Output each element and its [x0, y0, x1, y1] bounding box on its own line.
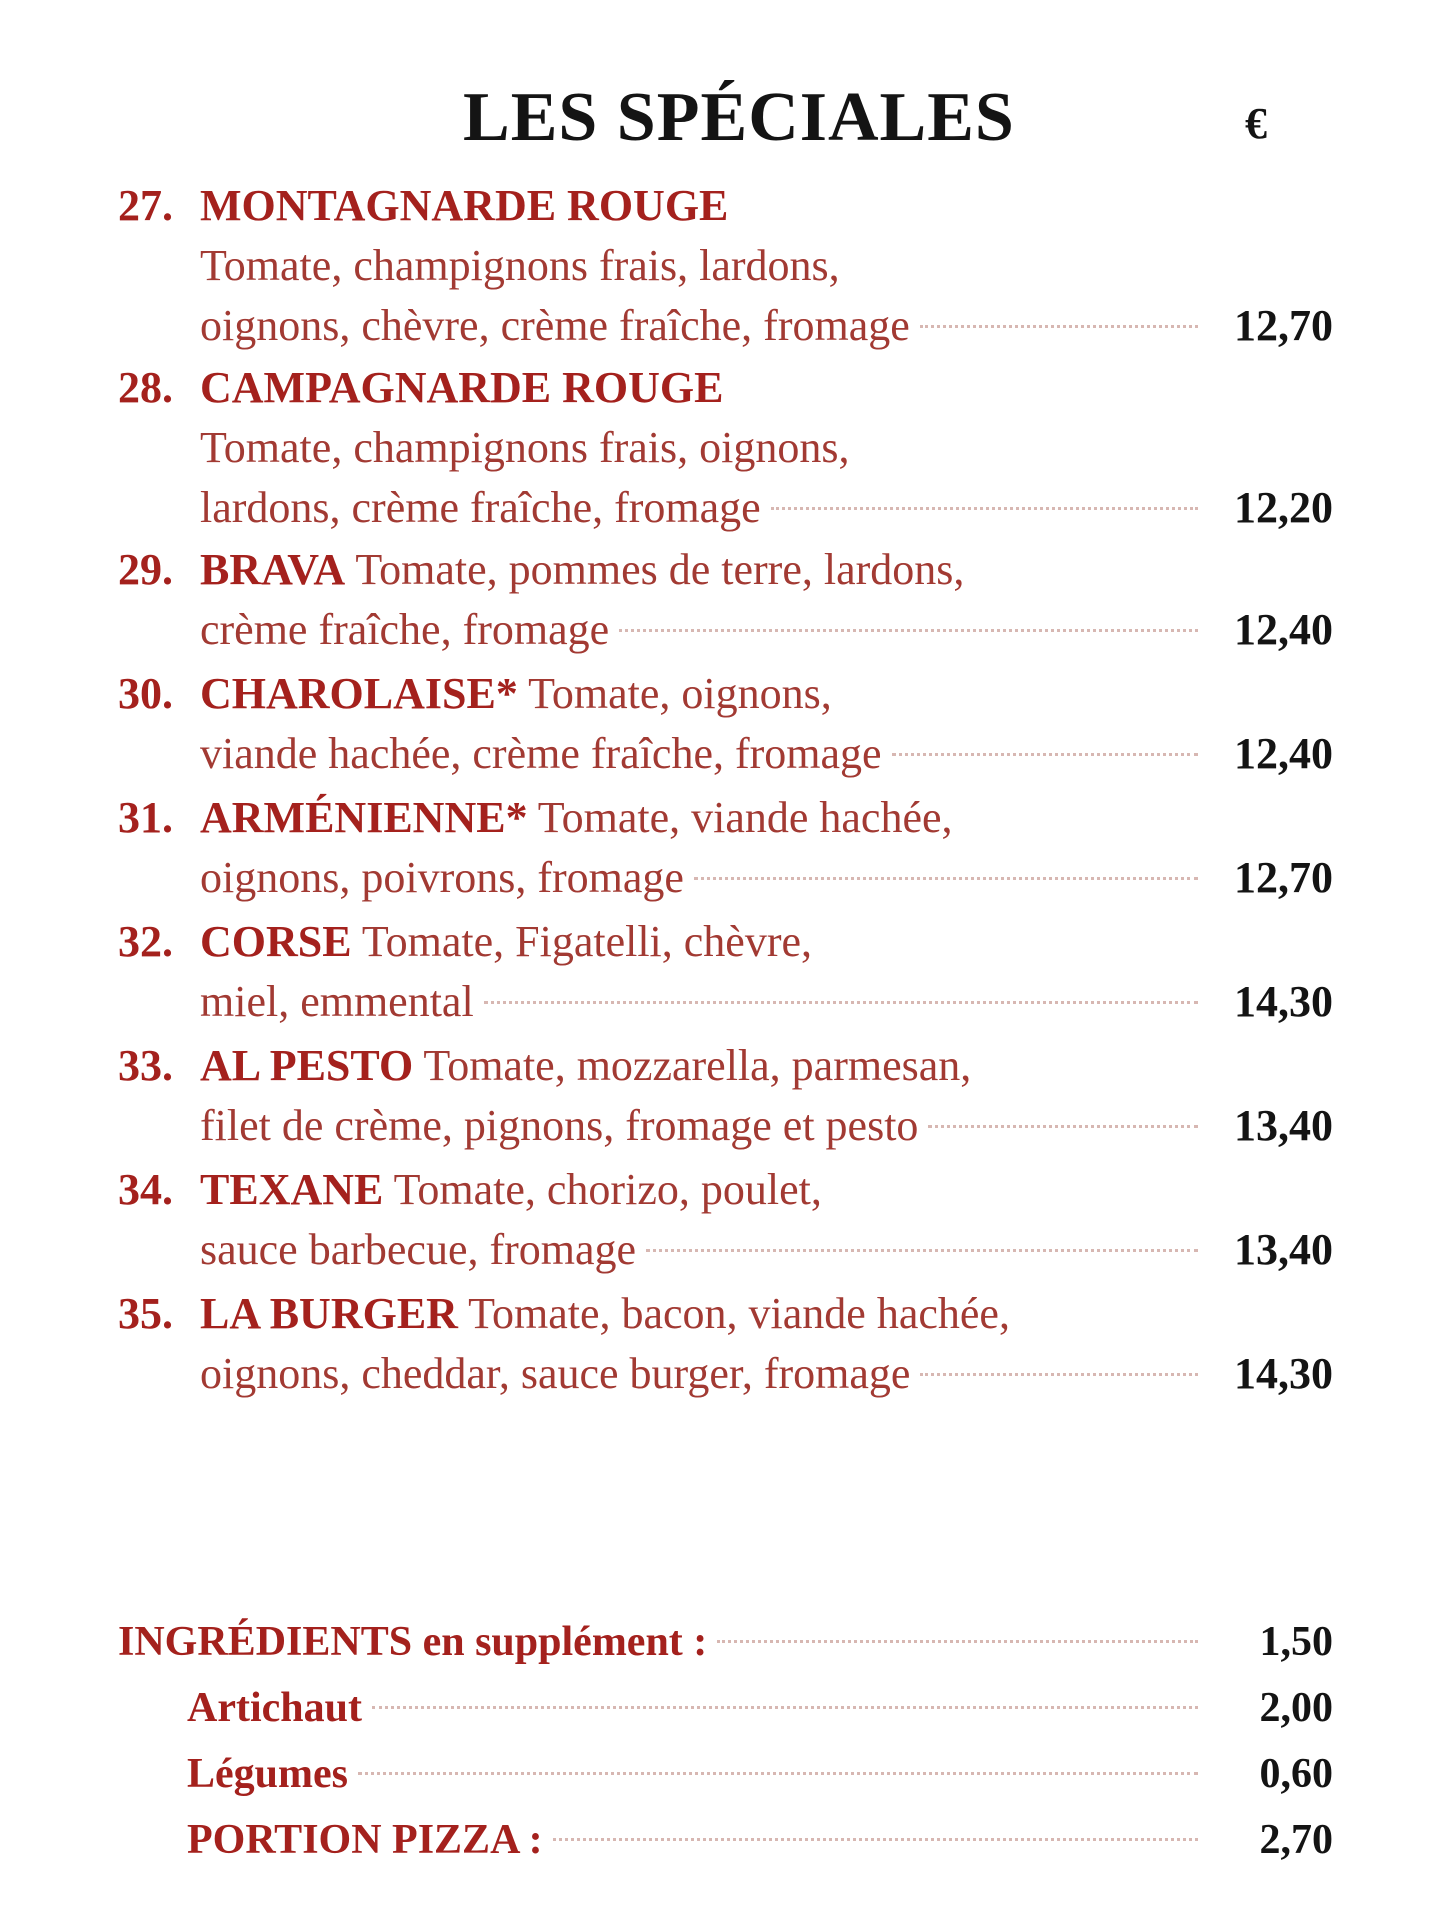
item-price-line: [118, 478, 1333, 538]
item-number: 29.: [118, 545, 173, 594]
menu-item: [118, 912, 1333, 1032]
item-title-line: [118, 664, 1333, 724]
item-price: 12,70: [1234, 853, 1333, 902]
dot-leader: [892, 753, 1198, 756]
menu-item: [118, 540, 1333, 660]
item-price-line: [118, 848, 1333, 908]
item-number: 34.: [118, 1165, 173, 1214]
dot-leader: [920, 1373, 1198, 1376]
item-description: Tomate, pommes de terre, lardons,: [355, 545, 965, 594]
item-name: CAMPAGNARDE ROUGE: [200, 363, 724, 412]
item-name: TEXANE: [200, 1165, 384, 1214]
item-description: lardons, crème fraîche, fromage: [200, 483, 761, 532]
item-description: viande hachée, crème fraîche, fromage: [200, 729, 882, 778]
supplement-row: [187, 1808, 1333, 1872]
item-description: Tomate, chorizo, poulet,: [393, 1165, 822, 1214]
item-title-line: [118, 358, 1333, 418]
supplement-price: 1,50: [1259, 1619, 1333, 1665]
item-price-line: [118, 1344, 1333, 1404]
item-description-line: [118, 418, 1333, 478]
item-price-line: [118, 724, 1333, 784]
menu-item: [118, 176, 1333, 356]
supplement-row: [118, 1610, 1333, 1674]
item-price: 12,40: [1234, 605, 1333, 654]
item-price-line: [118, 972, 1333, 1032]
item-number: 30.: [118, 669, 173, 718]
item-name: BRAVA: [200, 545, 346, 594]
supplement-label: PORTION PIZZA :: [187, 1817, 543, 1863]
menu-item: [118, 1284, 1333, 1404]
item-price: 13,40: [1234, 1101, 1333, 1150]
item-description: Tomate, bacon, viande hachée,: [468, 1289, 1010, 1338]
supplement-price: 0,60: [1259, 1751, 1333, 1797]
item-description: Tomate, Figatelli, chèvre,: [361, 917, 813, 966]
item-price: 12,40: [1234, 729, 1333, 778]
supplement-row: [187, 1742, 1333, 1806]
supplement-label: Artichaut: [187, 1685, 362, 1731]
item-description: miel, emmental: [200, 977, 474, 1026]
item-number: 35.: [118, 1289, 173, 1338]
item-description: Tomate, viande hachée,: [537, 793, 953, 842]
dot-leader: [619, 629, 1198, 632]
item-number: 32.: [118, 917, 173, 966]
dot-leader: [928, 1125, 1198, 1128]
item-description: Tomate, champignons frais, oignons,: [200, 423, 850, 472]
item-title-line: [118, 788, 1333, 848]
dot-leader: [372, 1706, 1198, 1709]
item-number: 28.: [118, 363, 173, 412]
dot-leader: [553, 1838, 1198, 1841]
item-description: Tomate, oignons,: [528, 669, 832, 718]
item-price-line: [118, 296, 1333, 356]
supplement-label: Légumes: [187, 1751, 348, 1797]
item-description: Tomate, champignons frais, lardons,: [200, 241, 840, 290]
item-description-line: [118, 236, 1333, 296]
item-name: AL PESTO: [200, 1041, 414, 1090]
item-number: 33.: [118, 1041, 173, 1090]
item-name: CHAROLAISE*: [200, 669, 518, 718]
supplement-row: [187, 1676, 1333, 1740]
supplement-label: INGRÉDIENTS en supplément :: [118, 1619, 708, 1665]
item-title-line: [118, 1036, 1333, 1096]
item-number: 27.: [118, 181, 173, 230]
item-title-line: [118, 1284, 1333, 1344]
item-name: LA BURGER: [200, 1289, 458, 1338]
item-description: filet de crème, pignons, fromage et pesto: [200, 1101, 919, 1150]
dot-leader: [694, 877, 1198, 880]
item-title-line: [118, 176, 1333, 236]
menu-item: [118, 1036, 1333, 1156]
menu-item: [118, 664, 1333, 784]
item-description: sauce barbecue, fromage: [200, 1225, 637, 1274]
item-price-line: [118, 1220, 1333, 1280]
item-price: 13,40: [1234, 1225, 1333, 1274]
item-title-line: [118, 912, 1333, 972]
page-title: LES SPÉCIALES: [463, 79, 1015, 156]
item-description: Tomate, mozzarella, parmesan,: [423, 1041, 972, 1090]
menu-item: [118, 1160, 1333, 1280]
dot-leader: [920, 325, 1198, 328]
item-description: crème fraîche, fromage: [200, 605, 610, 654]
supplement-price: 2,70: [1259, 1817, 1333, 1863]
item-name: CORSE: [200, 917, 352, 966]
item-number: 31.: [118, 793, 173, 842]
item-title-line: [118, 1160, 1333, 1220]
dot-leader: [358, 1772, 1198, 1775]
menu-item: [118, 358, 1333, 538]
item-price: 14,30: [1234, 977, 1333, 1026]
menu-item: [118, 788, 1333, 908]
dot-leader: [771, 507, 1198, 510]
item-price-line: [118, 1096, 1333, 1156]
dot-leader: [646, 1249, 1198, 1252]
dot-leader: [717, 1640, 1198, 1643]
currency-symbol: €: [1245, 99, 1267, 148]
item-price: 12,20: [1234, 483, 1333, 532]
item-name: ARMÉNIENNE*: [200, 793, 528, 842]
item-price-line: [118, 600, 1333, 660]
supplement-price: 2,00: [1259, 1685, 1333, 1731]
item-title-line: [118, 540, 1333, 600]
item-price: 12,70: [1234, 301, 1333, 350]
item-description: oignons, poivrons, fromage: [200, 853, 684, 902]
item-description: oignons, cheddar, sauce burger, fromage: [200, 1349, 911, 1398]
item-name: MONTAGNARDE ROUGE: [200, 181, 729, 230]
item-description: oignons, chèvre, crème fraîche, fromage: [200, 301, 910, 350]
item-price: 14,30: [1234, 1349, 1333, 1398]
dot-leader: [484, 1001, 1198, 1004]
